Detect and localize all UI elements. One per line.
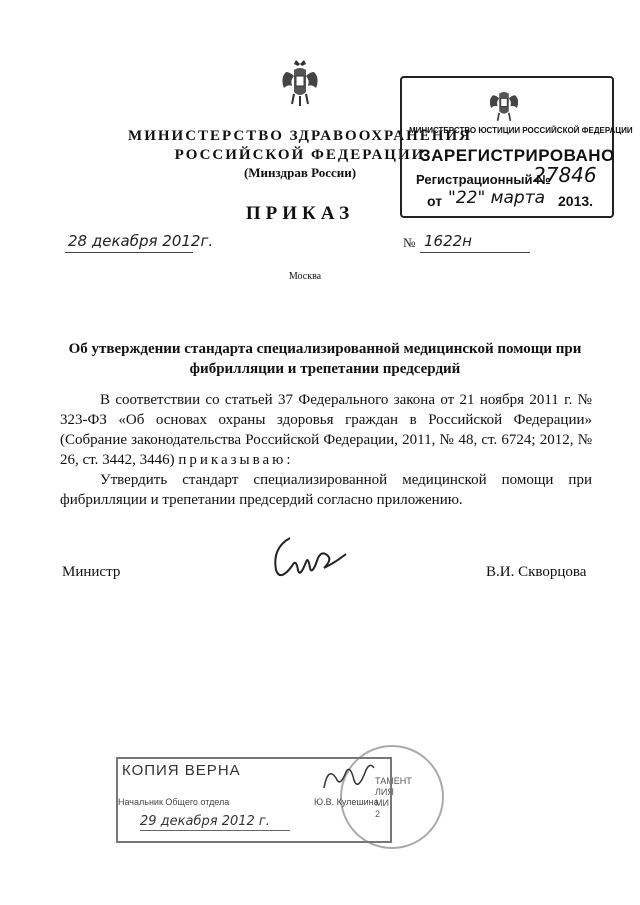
copy-stamp-role: Начальник Общего отдела [118, 797, 230, 807]
signatory-name: В.И. Скворцова [486, 564, 587, 580]
double-headed-eagle-icon [278, 58, 322, 108]
stamp-date: "22" марта [448, 188, 546, 208]
seal-text-line: ЛИЯ [375, 787, 394, 797]
city: Москва [288, 271, 322, 282]
double-headed-eagle-icon [486, 84, 522, 124]
stamp-number: 27846 [533, 163, 597, 187]
stamp-date-prefix: от [427, 193, 443, 209]
handwritten-signature-icon [262, 528, 352, 588]
signatory-role: Министр [62, 564, 121, 580]
seal-text-line: ТАМЕНТ [375, 776, 412, 786]
body-paragraph-2: Утвердить стандарт специализированной медицинской помощи при фибрилляции и трепетании предсердий согласно приложению. [60, 472, 592, 508]
stamp-ministry: МИНИСТЕРСТВО ЮСТИЦИИ РОССИЙСКОЙ ФЕДЕРАЦИИ [409, 126, 633, 135]
order-date: 28 декабря 2012г. [68, 232, 214, 250]
number-sign: № [403, 235, 416, 250]
seal-text-line: МИ [375, 798, 389, 808]
stamp-number-label: Регистрационный № [416, 172, 551, 187]
ministry-line-1: МИНИСТЕРСТВО ЗДРАВООХРАНЕНИЯ [128, 128, 472, 144]
seal-text-line: 2 [375, 809, 381, 819]
order-body [60, 390, 592, 510]
copy-date-underline [140, 830, 290, 831]
minister-signature-image [262, 528, 352, 593]
paragraph-1-text: В соответствии со статьей 37 Федерального закона от 21 ноября 2011 г. № 323-ФЗ «Об основах охраны здоровья граждан в Российской Федерации» (Собрание законодательства Российской Федерации, 2011, № 48, ст. 6724; 2012, № 26, ст. 3442, 3446) [60, 392, 592, 468]
stamp-title: ЗАРЕГИСТРИРОВАНО [420, 146, 615, 165]
state-emblem-icon [278, 58, 322, 113]
stamp-date-year: 2013. [558, 193, 594, 209]
order-title: ПРИКАЗ [245, 203, 355, 224]
order-subject: Об утверждении стандарта специализированной медицинской помощи при фибрилляции и трепетании предсердий [68, 341, 582, 377]
ministry-short-name: (Минздрав России) [243, 165, 357, 180]
order-number: 1622н [424, 232, 472, 250]
copy-stamp-title: КОПИЯ ВЕРНА [122, 762, 241, 779]
order-verb: приказываю: [178, 452, 294, 468]
ministry-line-2: РОССИЙСКОЙ ФЕДЕРАЦИИ [174, 147, 426, 163]
stamp-emblem-icon [486, 84, 522, 129]
number-underline [420, 252, 530, 253]
handwritten-signature-icon [318, 758, 378, 798]
body-paragraph-1 [60, 390, 592, 470]
copy-signature-image [318, 758, 378, 803]
copy-stamp-name: Ю.В. Кулешина [314, 797, 379, 807]
copy-stamp-date: 29 декабря 2012 г. [140, 814, 270, 829]
date-underline [65, 252, 193, 253]
